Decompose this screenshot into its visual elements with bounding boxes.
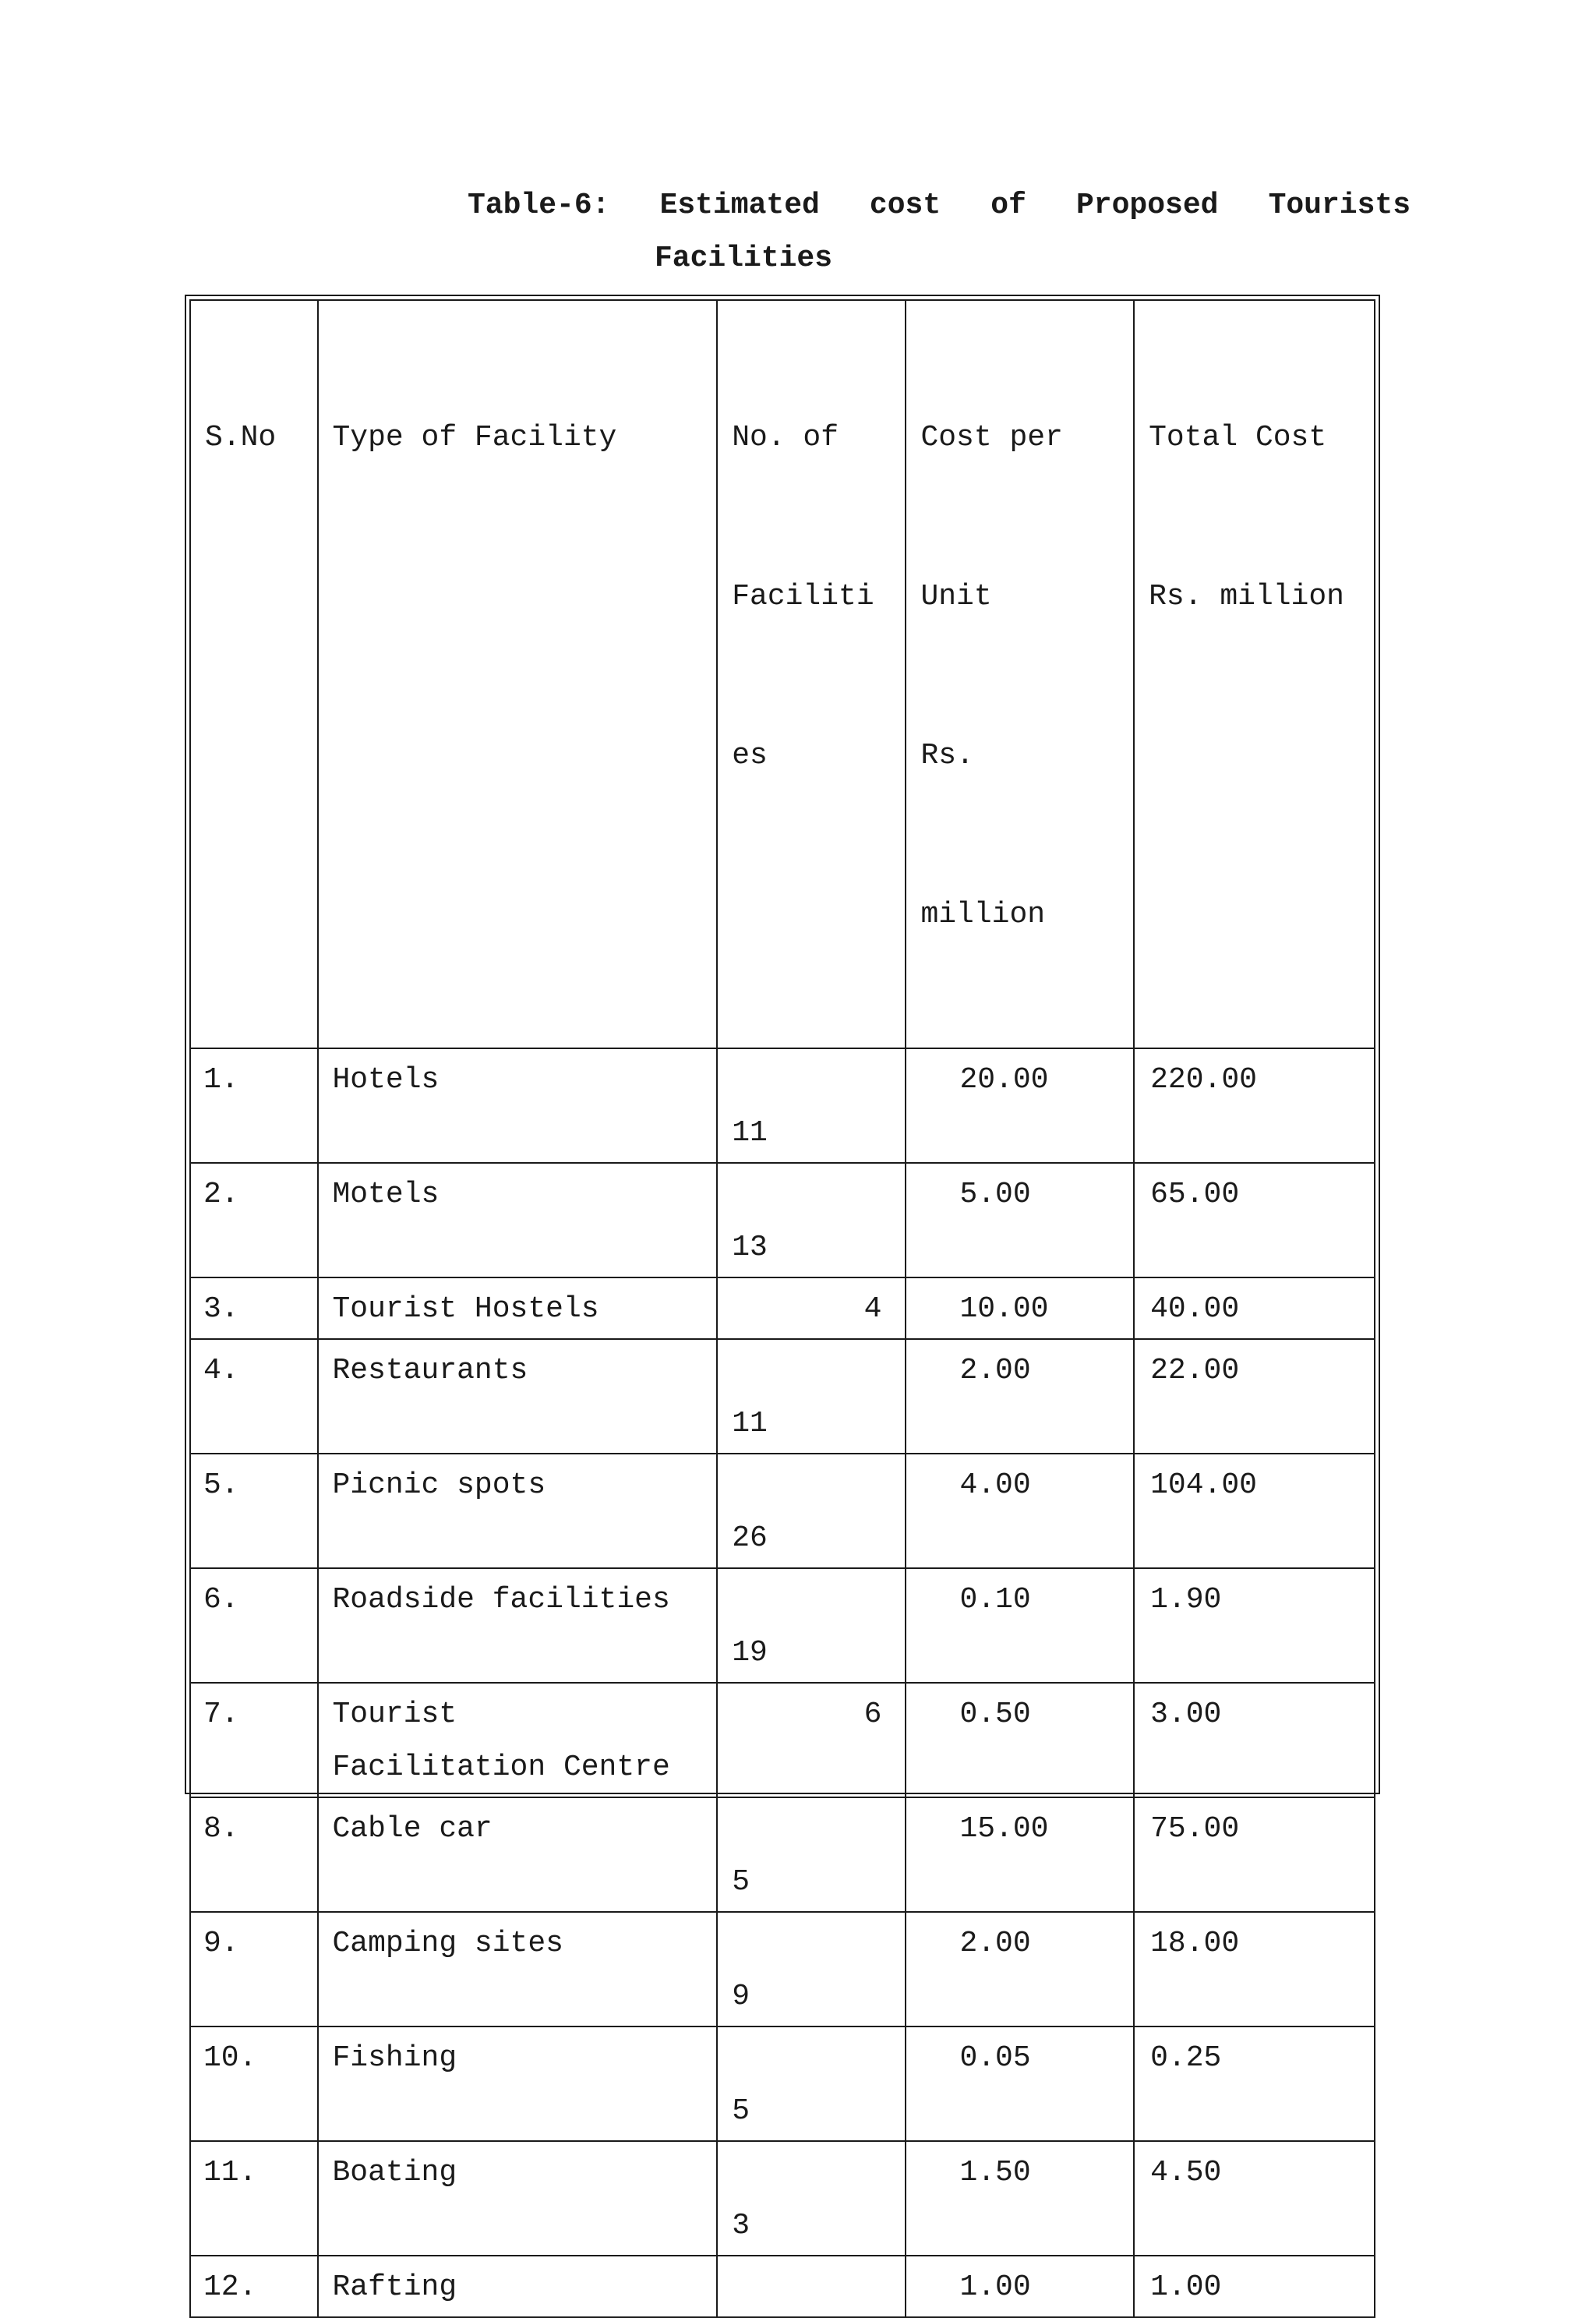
sno-text: 8. [203, 1812, 239, 1846]
header-count-text: es [732, 739, 768, 772]
cell-type [318, 1797, 718, 1912]
facility-type-text: Cable car [332, 1812, 493, 1846]
cell-count [717, 2026, 906, 2141]
cell-cost [906, 1277, 1134, 1339]
title-word: Tourists [1268, 188, 1411, 222]
facility-count-text: 11 [732, 1116, 768, 1150]
cell-sno [190, 1568, 318, 1683]
title-word: Proposed [1076, 188, 1219, 222]
table-row [190, 1912, 1375, 2026]
facility-count-text: 4 [863, 1292, 882, 1326]
cell-sno [190, 1048, 318, 1163]
cell-total [1134, 1683, 1375, 1797]
cost-per-unit-text: 0.05 [959, 2041, 1031, 2075]
cell-sno [190, 1797, 318, 1912]
cell-total [1134, 1163, 1375, 1277]
table-row [190, 1048, 1375, 1163]
header-cost-text: million [920, 898, 1046, 931]
cell-count [717, 1048, 906, 1163]
title-word: of [990, 188, 1026, 222]
table-row [190, 1454, 1375, 1568]
cell-cost [906, 1163, 1134, 1277]
table-row [190, 1568, 1375, 1683]
total-cost-text: 1.00 [1150, 2270, 1222, 2304]
cell-total [1134, 1568, 1375, 1683]
cell-cost [906, 2256, 1134, 2317]
cost-per-unit-text: 1.00 [959, 2270, 1031, 2304]
total-cost-text: 0.25 [1150, 2041, 1222, 2075]
table-row [190, 1277, 1375, 1339]
facility-type-text: Camping sites [332, 1927, 563, 1960]
sno-text: 11. [203, 2156, 257, 2189]
cell-count [717, 2256, 906, 2317]
cost-per-unit-text: 1.50 [959, 2156, 1031, 2189]
facility-type-text: Picnic spots [332, 1468, 546, 1502]
header-count [717, 300, 906, 1048]
cell-type [318, 2026, 718, 2141]
cost-per-unit-text: 2.00 [959, 1354, 1031, 1387]
cell-total [1134, 1339, 1375, 1454]
total-cost-text: 1.90 [1150, 1583, 1222, 1617]
title-word: Facilities [655, 241, 833, 275]
cell-cost [906, 2026, 1134, 2141]
facility-type-text: Motels [332, 1178, 440, 1211]
cell-count [717, 1568, 906, 1683]
facility-count-text: 26 [732, 1521, 768, 1555]
cell-type [318, 1163, 718, 1277]
header-cost-text: Cost per [920, 421, 1063, 454]
cell-cost [906, 1568, 1134, 1683]
cell-total [1134, 1277, 1375, 1339]
cost-per-unit-text: 20.00 [959, 1063, 1049, 1097]
cost-per-unit-text: 4.00 [959, 1468, 1031, 1502]
facility-type-text: Restaurants [332, 1354, 528, 1387]
cell-count [717, 1163, 906, 1277]
cell-sno [190, 2026, 318, 2141]
cell-count [717, 1277, 906, 1339]
facility-type-text: Tourist [332, 1698, 457, 1731]
cost-per-unit-text: 0.50 [959, 1698, 1031, 1731]
title-word: cost [869, 188, 941, 222]
title-word: Table-6: [468, 188, 610, 222]
cell-type [318, 1912, 718, 2026]
facility-type-text: Fishing [332, 2041, 457, 2075]
cell-type [318, 2256, 718, 2317]
header-type-text: Type of Facility [332, 421, 617, 454]
cell-cost [906, 1912, 1134, 2026]
cost-table [189, 299, 1375, 2318]
cell-sno [190, 1277, 318, 1339]
sno-text: 12. [203, 2270, 257, 2304]
sno-text: 4. [203, 1354, 239, 1387]
cell-sno [190, 1683, 318, 1797]
cell-cost [906, 1048, 1134, 1163]
cell-count [717, 2141, 906, 2256]
cell-cost [906, 1797, 1134, 1912]
table-frame [185, 295, 1380, 2304]
header-total-text: Rs. million [1149, 580, 1344, 613]
cell-count [717, 1912, 906, 2026]
total-cost-text: 104.00 [1150, 1468, 1257, 1502]
facility-count-text: 5 [732, 1865, 750, 1899]
total-cost-text: 40.00 [1150, 1292, 1240, 1326]
table-row [190, 1339, 1375, 1454]
header-cost-text: Unit [920, 580, 992, 613]
facility-count-text: 13 [732, 1231, 768, 1264]
header-cost-text: Rs. [920, 739, 974, 772]
cost-per-unit-text: 5.00 [959, 1178, 1031, 1211]
cell-type [318, 1683, 718, 1797]
header-count-text: Faciliti [732, 580, 874, 613]
total-cost-text: 65.00 [1150, 1178, 1240, 1211]
total-cost-text: 220.00 [1150, 1063, 1257, 1097]
cell-total [1134, 1454, 1375, 1568]
facility-count-text: 11 [732, 1407, 768, 1440]
facility-type-text: Tourist Hostels [332, 1292, 599, 1326]
cell-total [1134, 2026, 1375, 2141]
cell-count [717, 1454, 906, 1568]
title-word: Estimated [659, 188, 820, 222]
header-sno [190, 300, 318, 1048]
header-count-text: No. of [732, 421, 839, 454]
facility-count-text: 5 [732, 2094, 750, 2128]
table-body [190, 1048, 1375, 2317]
sno-text: 2. [203, 1178, 239, 1211]
cell-cost [906, 1683, 1134, 1797]
facility-count-text: 19 [732, 1636, 768, 1670]
cost-per-unit-text: 15.00 [959, 1812, 1049, 1846]
sno-text: 1. [203, 1063, 239, 1097]
total-cost-text: 22.00 [1150, 1354, 1240, 1387]
table-title-continuation [655, 234, 832, 282]
total-cost-text: 18.00 [1150, 1927, 1240, 1960]
sno-text: 6. [203, 1583, 239, 1617]
cell-total [1134, 1048, 1375, 1163]
cell-cost [906, 1454, 1134, 1568]
header-sno-text: S.No [205, 421, 277, 454]
cell-type [318, 1568, 718, 1683]
cell-sno [190, 1339, 318, 1454]
table-row [190, 1683, 1375, 1797]
cell-type [318, 1277, 718, 1339]
sno-text: 10. [203, 2041, 257, 2075]
table-row [190, 2026, 1375, 2141]
table-row [190, 1797, 1375, 1912]
cell-total [1134, 2141, 1375, 2256]
header-type [318, 300, 718, 1048]
cell-total [1134, 1912, 1375, 2026]
sno-text: 9. [203, 1927, 239, 1960]
cost-per-unit-text: 2.00 [959, 1927, 1031, 1960]
table-row [190, 2141, 1375, 2256]
cell-total [1134, 2256, 1375, 2317]
facility-type-text: Facilitation Centre [332, 1751, 670, 1784]
cell-type [318, 2141, 718, 2256]
table-row [190, 1163, 1375, 1277]
total-cost-text: 4.50 [1150, 2156, 1222, 2189]
cell-sno [190, 2141, 318, 2256]
facility-count-text: 9 [732, 1980, 750, 2013]
header-total-text: Total Cost [1149, 421, 1327, 454]
cell-sno [190, 2256, 318, 2317]
facility-count-text: 6 [863, 1698, 882, 1731]
sno-text: 5. [203, 1468, 239, 1502]
cell-cost [906, 2141, 1134, 2256]
facility-type-text: Roadside facilities [332, 1583, 670, 1617]
cost-per-unit-text: 10.00 [959, 1292, 1049, 1326]
facility-type-text: Boating [332, 2156, 457, 2189]
cell-sno [190, 1454, 318, 1568]
table-row [190, 2256, 1375, 2317]
total-cost-text: 3.00 [1150, 1698, 1222, 1731]
header-row [190, 300, 1375, 1048]
header-total [1134, 300, 1375, 1048]
cell-sno [190, 1163, 318, 1277]
cell-sno [190, 1912, 318, 2026]
cost-per-unit-text: 0.10 [959, 1583, 1031, 1617]
facility-count-text: 3 [732, 2209, 750, 2242]
cell-type [318, 1048, 718, 1163]
cell-total [1134, 1797, 1375, 1912]
cell-type [318, 1454, 718, 1568]
cell-type [318, 1339, 718, 1454]
cell-count [717, 1797, 906, 1912]
header-cost [906, 300, 1134, 1048]
sno-text: 3. [203, 1292, 239, 1326]
facility-type-text: Hotels [332, 1063, 440, 1097]
total-cost-text: 75.00 [1150, 1812, 1240, 1846]
cell-count [717, 1339, 906, 1454]
table-title [468, 181, 1411, 229]
facility-type-text: Rafting [332, 2270, 457, 2304]
sno-text: 7. [203, 1698, 239, 1731]
cell-count [717, 1683, 906, 1797]
cell-cost [906, 1339, 1134, 1454]
